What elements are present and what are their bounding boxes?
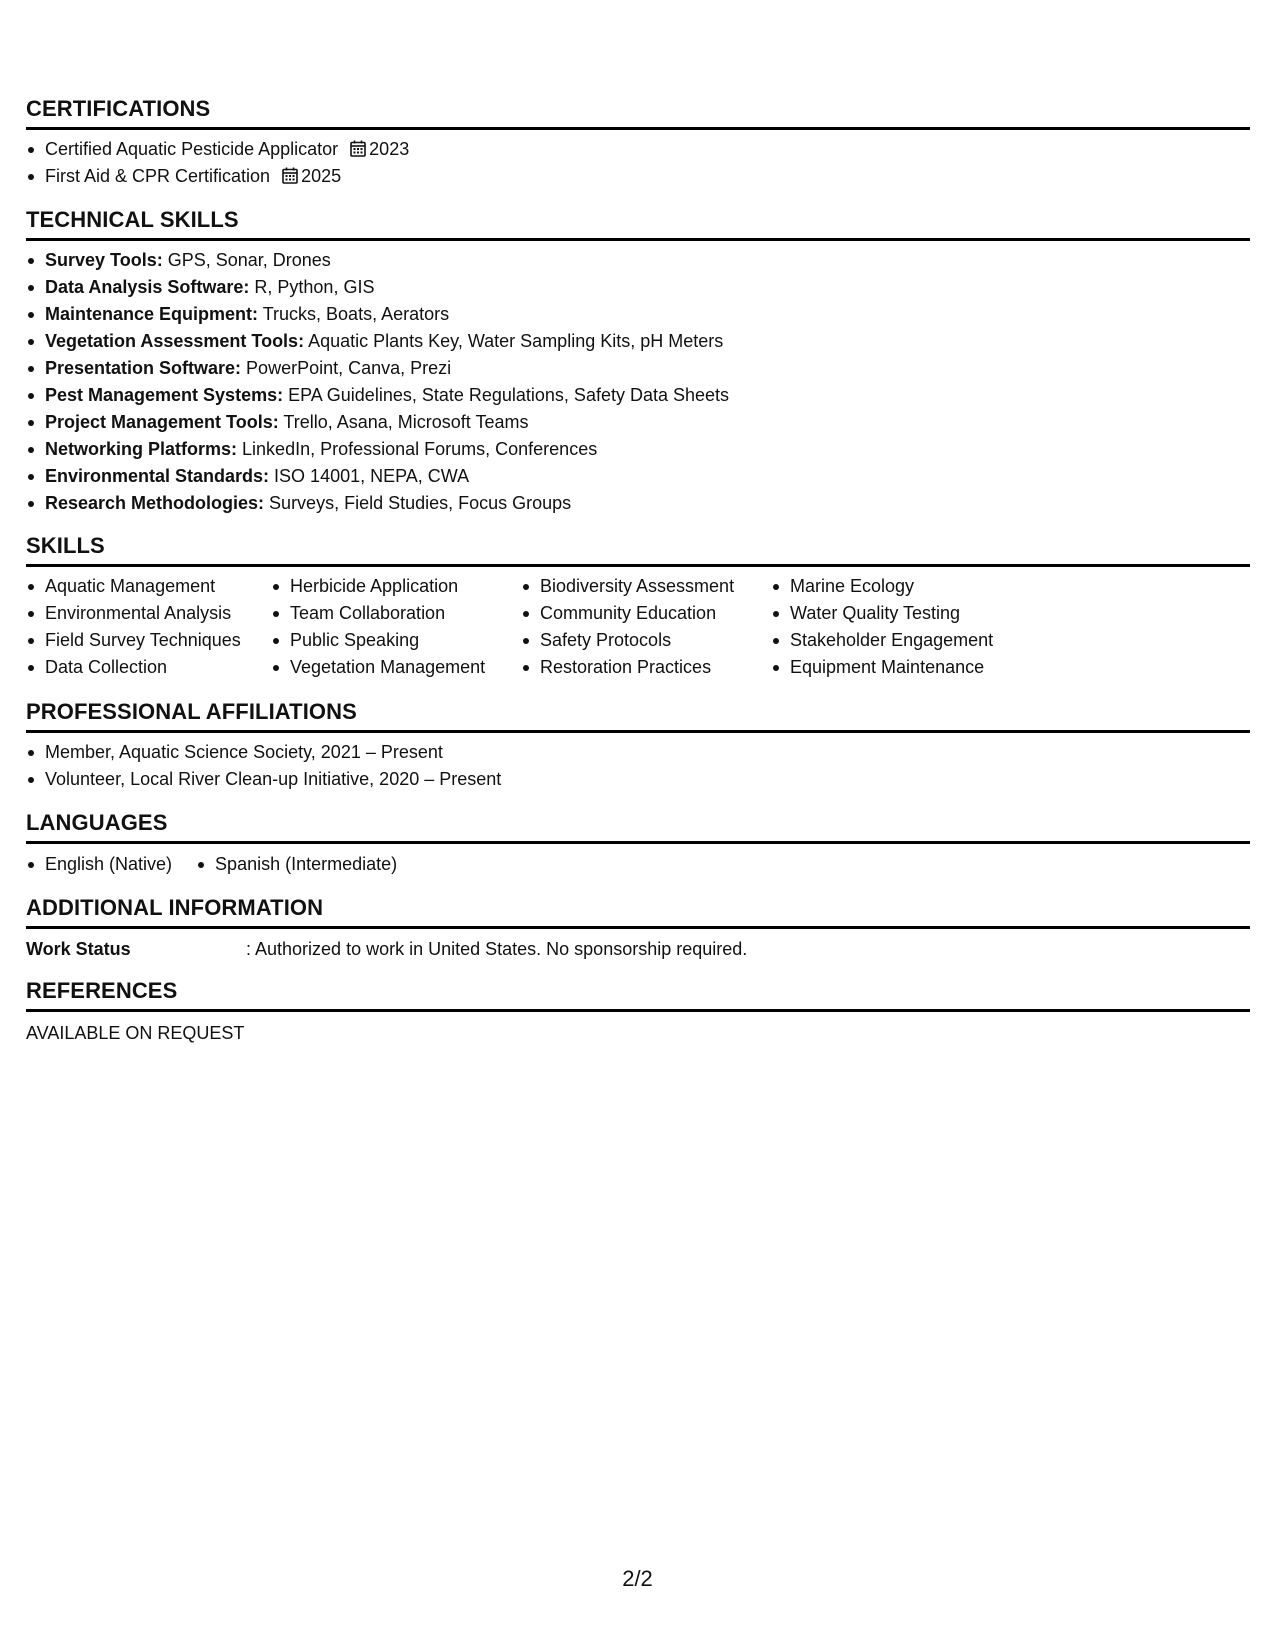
- skills-column: [521, 573, 771, 681]
- skill-category: Survey Tools:: [45, 250, 163, 270]
- skill-item: Water Quality Testing: [771, 600, 1031, 627]
- skills-grid: [26, 573, 1250, 681]
- section-divider: [26, 730, 1250, 733]
- skill-values: Surveys, Field Studies, Focus Groups: [264, 493, 572, 513]
- skill-item: Restoration Practices: [521, 654, 771, 681]
- additional-information-section: [26, 895, 1250, 962]
- skill-category: Networking Platforms:: [45, 439, 238, 459]
- technical-skills-section: [26, 207, 1250, 517]
- skill-item: Aquatic Management: [26, 573, 271, 600]
- skill-item: Biodiversity Assessment: [521, 573, 771, 600]
- work-status-label: Work Status: [26, 939, 131, 959]
- skill-values: ISO 14001, NEPA, CWA: [269, 466, 470, 486]
- skill-category: Environmental Standards:: [45, 466, 270, 486]
- skill-values: LinkedIn, Professional Forums, Conferences: [237, 439, 598, 459]
- technical-skill-item: [26, 409, 1250, 436]
- section-divider: [26, 841, 1250, 844]
- technical-skill-item: [26, 301, 1250, 328]
- section-divider: [26, 926, 1250, 929]
- certification-year: 2025: [301, 166, 342, 186]
- skill-category: Maintenance Equipment:: [45, 304, 259, 324]
- technical-skill-item: [26, 490, 1250, 517]
- page-number: 2/2: [622, 1566, 653, 1591]
- work-status-row: [26, 936, 1250, 962]
- skill-category: Pest Management Systems:: [45, 385, 284, 405]
- calendar-icon: [350, 140, 366, 157]
- skill-item: Field Survey Techniques: [26, 627, 271, 654]
- section-title: REFERENCES: [26, 978, 178, 1003]
- language-item: Spanish (Intermediate): [196, 851, 397, 878]
- skill-values: Aquatic Plants Key, Water Sampling Kits, pH Meters: [304, 331, 724, 351]
- certification-item: [26, 136, 1250, 163]
- skill-item: Data Collection: [26, 654, 271, 681]
- skill-values: EPA Guidelines, State Regulations, Safety Data Sheets: [283, 385, 730, 405]
- section-divider: [26, 127, 1250, 130]
- technical-skills-list: [26, 247, 1250, 517]
- references-section: [26, 978, 1250, 1046]
- languages-list: [26, 851, 421, 878]
- section-divider: [26, 238, 1250, 241]
- skill-values: Trucks, Boats, Aerators: [258, 304, 450, 324]
- skill-item: Environmental Analysis: [26, 600, 271, 627]
- references-text: AVAILABLE ON REQUEST: [26, 1023, 245, 1043]
- affiliations-list: [26, 739, 1250, 793]
- section-title: SKILLS: [26, 533, 105, 558]
- skill-item: Public Speaking: [271, 627, 521, 654]
- skill-item: Herbicide Application: [271, 573, 521, 600]
- certification-item: [26, 163, 1250, 190]
- skill-values: R, Python, GIS: [249, 277, 375, 297]
- affiliations-section: [26, 699, 1250, 793]
- technical-skill-item: [26, 436, 1250, 463]
- skill-item: Stakeholder Engagement: [771, 627, 1031, 654]
- skill-category: Data Analysis Software:: [45, 277, 250, 297]
- skills-section: [26, 533, 1250, 681]
- skill-category: Presentation Software:: [45, 358, 242, 378]
- language-item: English (Native): [26, 851, 172, 878]
- technical-skill-item: [26, 274, 1250, 301]
- technical-skill-item: [26, 247, 1250, 274]
- skill-category: Research Methodologies:: [45, 493, 265, 513]
- section-title: LANGUAGES: [26, 810, 168, 835]
- section-title: CERTIFICATIONS: [26, 96, 211, 121]
- section-title: PROFESSIONAL AFFILIATIONS: [26, 699, 357, 724]
- skill-values: Trello, Asana, Microsoft Teams: [278, 412, 529, 432]
- section-divider: [26, 1009, 1250, 1012]
- section-title: TECHNICAL SKILLS: [26, 207, 239, 232]
- skill-item: Safety Protocols: [521, 627, 771, 654]
- skill-item: Equipment Maintenance: [771, 654, 1031, 681]
- affiliation-item: Volunteer, Local River Clean-up Initiative, 2020 – Present: [26, 766, 1250, 793]
- skills-column: [271, 573, 521, 681]
- skills-column: [26, 573, 271, 681]
- technical-skill-item: [26, 382, 1250, 409]
- skill-item: Team Collaboration: [271, 600, 521, 627]
- skill-category: Project Management Tools:: [45, 412, 279, 432]
- technical-skill-item: [26, 328, 1250, 355]
- certification-name: Certified Aquatic Pesticide Applicator: [45, 139, 339, 159]
- affiliation-item: Member, Aquatic Science Society, 2021 – Present: [26, 739, 1250, 766]
- skill-values: PowerPoint, Canva, Prezi: [241, 358, 452, 378]
- calendar-icon: [282, 167, 298, 184]
- section-divider: [26, 564, 1250, 567]
- skills-column: [771, 573, 1031, 681]
- skill-item: Vegetation Management: [271, 654, 521, 681]
- certification-name: First Aid & CPR Certification: [45, 166, 271, 186]
- technical-skill-item: [26, 355, 1250, 382]
- languages-row: [26, 851, 1250, 878]
- skill-item: Community Education: [521, 600, 771, 627]
- certifications-list: [26, 136, 1250, 190]
- skill-values: GPS, Sonar, Drones: [162, 250, 331, 270]
- certifications-section: [26, 96, 1250, 190]
- technical-skill-item: [26, 463, 1250, 490]
- section-title: ADDITIONAL INFORMATION: [26, 895, 324, 920]
- work-status-value: : Authorized to work in United States. No sponsorship required.: [246, 939, 748, 959]
- skill-item: Marine Ecology: [771, 573, 1031, 600]
- certification-year: 2023: [369, 139, 410, 159]
- skill-category: Vegetation Assessment Tools:: [45, 331, 305, 351]
- languages-section: [26, 810, 1250, 878]
